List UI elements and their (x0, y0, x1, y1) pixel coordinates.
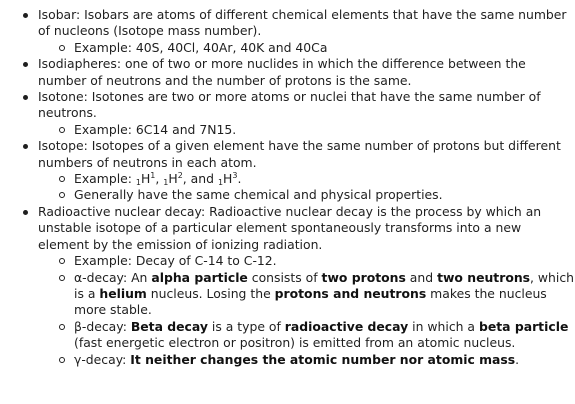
alpha-text-5: nucleus. Losing the (146, 285, 275, 301)
isobar-text: Isobar: Isobars are atoms of different chemical elements that have the same number of nucleons (Isotope mass number). (38, 7, 567, 39)
alpha-bold-4: helium (99, 285, 147, 301)
alpha-text-1: α-decay: An (74, 269, 152, 285)
beta-text-2: is a type of (207, 318, 285, 334)
hydrogen-1-atomic-number: 1 (135, 178, 141, 188)
beta-bold-2: radioactive decay (284, 318, 409, 334)
hydrogen-2-atomic-number: 1 (163, 178, 169, 188)
beta-text-4: (fast energetic electron or positron) is emitted from an atomic nucleus. (74, 335, 516, 351)
list-item-isotope (38, 138, 575, 204)
beta-decay-item (74, 319, 575, 352)
beta-text-1: β-decay: (74, 318, 131, 334)
list-item-isotone (38, 89, 575, 138)
isotope-example-prefix: Example: (74, 171, 136, 187)
alpha-text-4: , which is a (74, 269, 575, 301)
alpha-text-3: and (405, 269, 438, 285)
isotope-example (74, 171, 575, 187)
list-item-isodiapheres (38, 56, 575, 89)
isotope-separator-1: , (155, 171, 164, 187)
isotope-separator-2: , and (182, 171, 218, 187)
gamma-text-2: . (515, 351, 520, 367)
isotope-text: Isotope: Isotopes of a given element have the same number of protons but different numbers of neutrons in each atom. (38, 138, 561, 170)
list-item-radioactive-decay (38, 204, 575, 368)
decay-sublist (38, 253, 575, 368)
hydrogen-3-symbol: H (223, 171, 233, 187)
alpha-bold-2: two protons (321, 269, 406, 285)
hydrogen-1-symbol: H (140, 171, 151, 187)
hydrogen-2-symbol: H (168, 171, 178, 187)
alpha-text-6: makes the nucleus more stable. (74, 285, 547, 318)
alpha-text-2: consists of (247, 269, 322, 285)
isotope-note: Generally have the same chemical and physical properties. (74, 187, 575, 203)
isotone-example: Example: 6C14 and 7N15. (74, 122, 575, 138)
isotone-sublist (38, 122, 575, 138)
radioactive-decay-text: Radioactive nuclear decay: Radioactive nuclear decay is the process by which an unstable isotope of a particular element spontaneously transforms into a new element by the emission of ionizing radiation. (38, 203, 542, 252)
isotope-example-suffix: . (237, 171, 242, 187)
hydrogen-3-mass-number: 3 (232, 171, 238, 181)
isotope-sublist (38, 171, 575, 204)
hydrogen-1-mass-number: 1 (150, 171, 156, 181)
isotone-text: Isotone: Isotones are two or more atoms or nuclei that have the same number of neutrons. (38, 89, 541, 121)
list-item-isobar (38, 7, 575, 56)
hydrogen-2-mass-number: 2 (177, 171, 183, 181)
gamma-bold-1: It neither changes the atomic number nor atomic mass (130, 351, 516, 367)
beta-bold-1: Beta decay (130, 318, 208, 334)
alpha-decay-item (74, 270, 575, 319)
isodiapheres-text: Isodiapheres: one of two or more nuclides in which the difference between the number of neutrons and the number of protons is the same. (38, 56, 526, 88)
beta-text-3: in which a (408, 318, 479, 334)
beta-bold-3: beta particle (478, 318, 569, 334)
isobar-example: Example: 40S, 40Cl, 40Ar, 40K and 40Ca (74, 40, 575, 56)
hydrogen-3-atomic-number: 1 (217, 178, 224, 188)
definitions-list (0, 7, 575, 368)
gamma-decay-item (74, 352, 575, 368)
isobar-sublist (38, 40, 575, 56)
gamma-text-1: γ-decay: (74, 351, 131, 367)
alpha-bold-1: alpha particle (151, 269, 248, 285)
alpha-bold-3: two neutrons (437, 269, 531, 285)
decay-example: Example: Decay of C-14 to C-12. (74, 253, 575, 269)
alpha-bold-5: protons and neutrons (274, 285, 427, 301)
